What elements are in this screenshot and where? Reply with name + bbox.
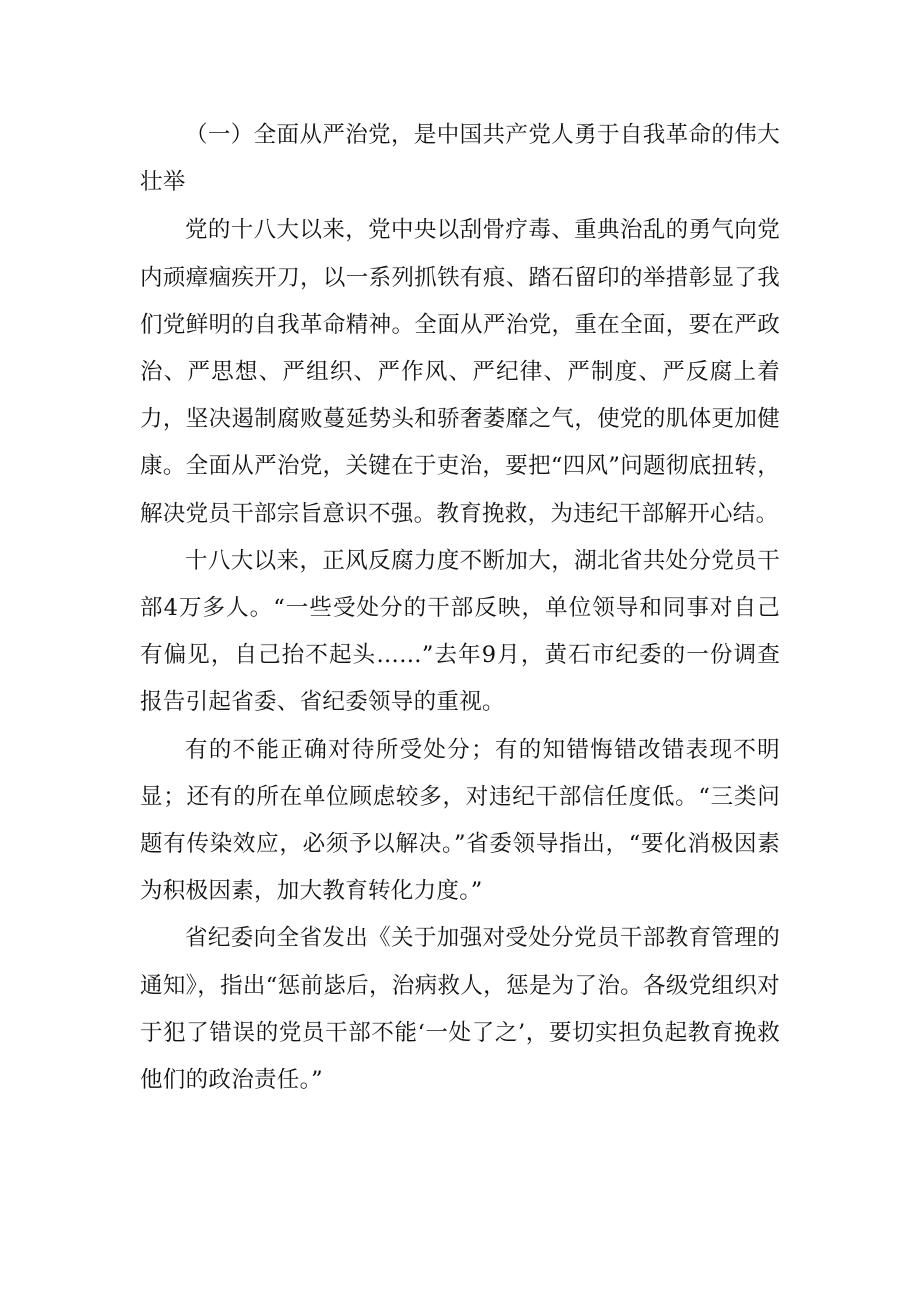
paragraph-4: 省纪委向全省发出《关于加强对受处分党员干部教育管理的通知》，指出“惩前毖后，治病救人，惩是为了治。各级党组织对于犯了错误的党员干部不能‘一处了之’，要切实担负起教育挽救他们的政治责任。” xyxy=(140,925,780,1094)
paragraph-1: 党的十八大以来，党中央以刮骨疗毒、重典治乱的勇气向党内顽瘴痼疾开刀，以一系列抓铁有痕、踏石留印的举措彰显了我们党鲜明的自我革命精神。全面从严治党，重在全面，要在严政治、严思想、严组织、严作风、严纪律、严制度、严反腐上着力，坚决遏制腐败蔓延势头和骄奢萎靡之气，使党的肌体更加健康。全面从严治党，关键在于吏治，要把“四风”问题彻底扭转，解决党员干部宗旨意识不强。教育挽救，为违纪干部解开心结。 xyxy=(140,217,780,527)
paragraph-2: 十八大以来，正风反腐力度不断加大，湖北省共处分党员干部4万多人。“一些受处分的干部反映，单位领导和同事对自己有偏见，自己抬不起头……”去年9月，黄石市纪委的一份调查报告引起省委、省纪委领导的重视。 xyxy=(140,547,780,716)
paragraph-3: 有的不能正确对待所受处分；有的知错悔错改错表现不明显；还有的所在单位顾虑较多，对违纪干部信任度低。“三类问题有传染效应，必须予以解决。”省委领导指出，“要化消极因素为积极因素，加大教育转化力度。” xyxy=(140,736,780,905)
document-page xyxy=(140,112,780,1104)
section-heading: （一）全面从严治党，是中国共产党人勇于自我革命的伟大壮举 xyxy=(140,122,780,196)
